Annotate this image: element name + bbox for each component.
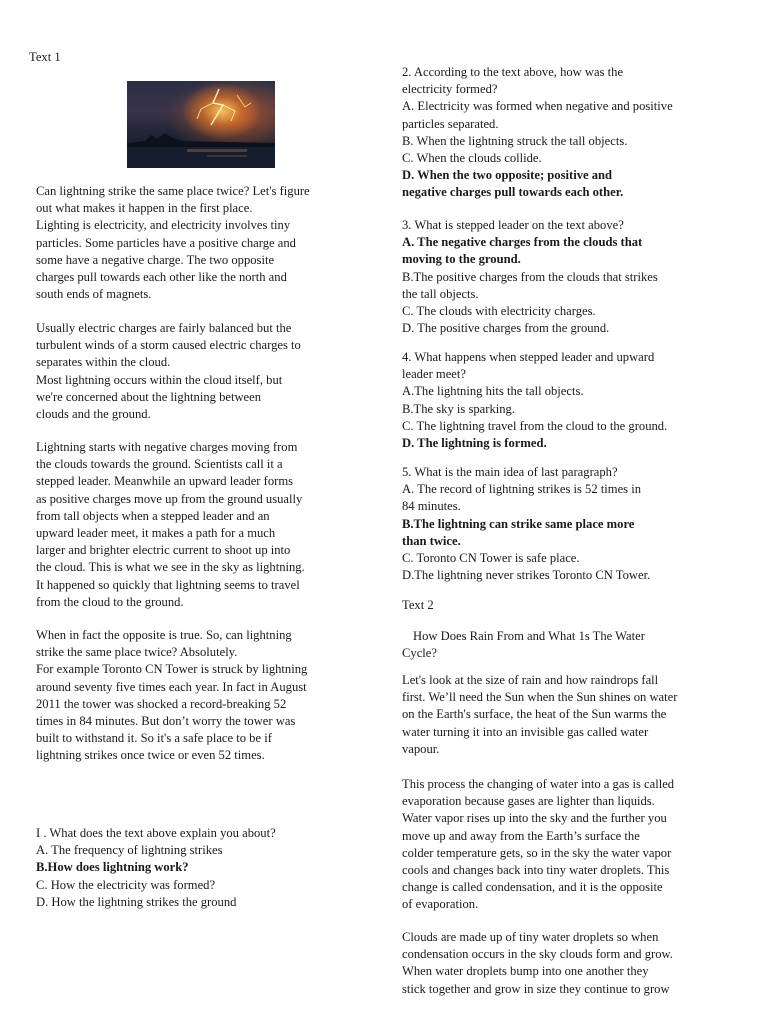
question-text: electricity formed? [402,82,498,97]
paragraph-line: particles. Some particles have a positive charge and [36,235,296,250]
text2-title [402,628,645,662]
text1-paragraph [36,439,361,611]
answer-option-correct: than twice. [402,533,461,548]
text2-paragraph [402,929,673,998]
paragraph-line: change is called condensation, and it is the opposite [402,880,663,895]
paragraph-line: the cloud. This is what we see in the sky as lightning. [36,560,305,575]
answer-option: A.The lightning hits the tall objects. [402,384,584,399]
answer-option: C. The lightning travel from the cloud to the ground. [402,418,668,433]
answer-option: B.The sky is sparking. [402,401,515,416]
question-text: 3. What is stepped leader on the text above? [402,218,624,232]
answer-option: C. Toronto CN Tower is safe place. [402,551,580,566]
paragraph-line: move up and away from the Earth’s surface the [402,828,640,843]
question-text: leader meet? [402,367,466,382]
lightning-bolt-icon [127,81,275,168]
question-5 [402,464,650,584]
paragraph-line: separates within the cloud. [36,355,171,370]
paragraph-line: on the Earth's surface, the heat of the Sun warms the [402,707,667,722]
answer-option-correct: A. The negative charges from the clouds that [402,235,643,250]
paragraph-line: turbulent winds of a storm caused electric charges to [36,338,301,353]
paragraph-line: water turning it into an invisible gas called water [402,724,649,739]
answer-option-correct: D. When the two opposite; positive and [402,168,613,183]
answer-option: C. When the clouds collide. [402,151,542,166]
paragraph-line: cools and changes back into tiny water droplets. This [402,863,670,878]
paragraph-line: strike the same place twice? Absolutely. [36,645,238,660]
paragraph-line: condensation occurs in the sky clouds form and grow. [402,947,673,962]
question-3 [402,217,658,337]
paragraph-line: This process the changing of water into a gas is called [402,777,675,791]
answer-option: B.The positive charges from the clouds that strikes [402,269,658,284]
paragraph-line: Clouds are made up of tiny water droplets so when [402,930,659,944]
paragraph-line: out what makes it happen in the first place. [36,201,253,216]
answer-option-correct: B.How does lightning work? [36,860,189,875]
paragraph-line: some have a negative charge. The two opposite [36,252,275,267]
paragraph-line: lightning strikes once twice or even 52 times. [36,748,265,763]
paragraph-line: Usually electric charges are fairly balanced but the [36,321,292,335]
question-text: 4. What happens when stepped leader and upward [402,350,655,364]
answer-option-correct: moving to the ground. [402,252,521,267]
paragraph-line: larger and brighter electric current to shoot up into [36,543,291,558]
paragraph-line: built to withstand it. So it's a safe place to be if [36,731,272,746]
paragraph-line: For example Toronto CN Tower is struck by lightning [36,662,308,677]
question-text: 2. According to the text above, how was the [402,65,624,79]
paragraph-line: from tall objects when a stepped leader and an [36,508,270,523]
paragraph-line: upward leader meet, it makes a path for a much [36,526,276,541]
question-4 [402,349,667,452]
paragraph-line: vapour. [402,741,440,756]
answer-option: C. The clouds with electricity charges. [402,304,596,319]
paragraph-line: charges pull towards each other like the north and [36,270,287,285]
paragraph-line: Lighting is electricity, and electricity involves tiny [36,218,291,233]
paragraph-line: as positive charges move up from the ground usually [36,491,303,506]
paragraph-line: When in fact the opposite is true. So, can lightning [36,628,292,642]
answer-option: D. The positive charges from the ground. [402,321,610,336]
paragraph-line: When water droplets bump into one another they [402,964,649,979]
title-line: Cycle? [402,646,437,661]
paragraph-line: Lightning starts with negative charges moving from [36,440,298,454]
paragraph-line: times in 84 minutes. But don’t worry the tower was [36,714,296,729]
paragraph-line: around seventy five times each year. In fact in August [36,679,307,694]
answer-option: 84 minutes. [402,499,461,514]
paragraph-line: the clouds towards the ground. Scientists call it a [36,457,283,472]
paragraph-line: 2011 the tower was shocked a record-breaking 52 [36,696,287,711]
paragraph-line: It happened so quickly that lightning seems to travel [36,577,300,592]
question-text: I . What does the text above explain you about? [36,826,276,840]
paragraph-line: south ends of magnets. [36,287,152,302]
paragraph-line: Can lightning strike the same place twice? Let's figure [36,184,310,198]
answer-option-correct: negative charges pull towards each other. [402,185,624,200]
answer-option: B. When the lightning struck the tall objects. [402,133,628,148]
text2-paragraph [402,672,677,758]
answer-option-correct: D. The lightning is formed. [402,436,547,451]
lightning-storm-photo [127,81,275,168]
answer-option-correct: B.The lightning can strike same place more [402,516,635,531]
answer-option: particles separated. [402,116,499,131]
paragraph-line: colder temperature gets, so in the sky the water vapor [402,845,672,860]
text2-paragraph [402,776,674,914]
paragraph-line: Most lightning occurs within the cloud itself, but [36,372,283,387]
question-1 [36,825,276,911]
paragraph-line: from the cloud to the ground. [36,594,184,609]
paragraph-line: evaporation because gases are lighter than liquids. [402,794,655,809]
answer-option: A. The frequency of lightning strikes [36,843,223,858]
answer-option: D.The lightning never strikes Toronto CN Tower. [402,568,651,583]
question-text: 5. What is the main idea of last paragraph? [402,465,618,479]
text1-heading: Text 1 [29,50,61,64]
text1-paragraph [36,320,361,423]
answer-option: the tall objects. [402,286,479,301]
text1-paragraph [36,627,361,765]
answer-option: A. Electricity was formed when negative and positive [402,99,673,114]
paragraph-line: clouds and the ground. [36,407,151,422]
paragraph-line: Water vapor rises up into the sky and the further you [402,811,667,826]
paragraph-line: stick together and grow in size they continue to grow [402,981,670,996]
paragraph-line: of evaporation. [402,897,479,912]
text1-paragraph [36,183,361,303]
title-line: How Does Rain From and What 1s The Water [413,629,645,643]
answer-option: A. The record of lightning strikes is 52 times in [402,482,642,497]
answer-option: D. How the lightning strikes the ground [36,894,237,909]
paragraph-line: first. We’ll need the Sun when the Sun shines on water [402,690,678,705]
paragraph-line: Let's look at the size of rain and how raindrops fall [402,673,659,687]
paragraph-line: we're concerned about the lightning between [36,389,262,404]
text2-heading: Text 2 [402,598,434,612]
question-2 [402,64,673,202]
paragraph-line: stepped leader. Meanwhile an upward leader forms [36,474,294,489]
answer-option: C. How the electricity was formed? [36,877,216,892]
